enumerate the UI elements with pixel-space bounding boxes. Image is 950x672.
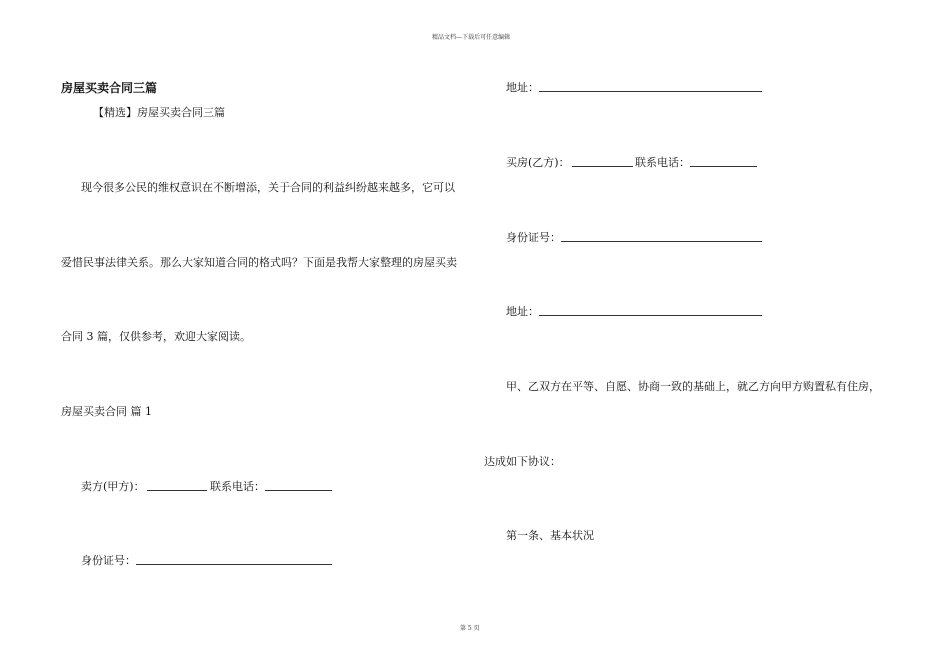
buyer-id-blank	[561, 241, 762, 242]
buyer-address-blank	[539, 315, 762, 316]
buyer-phone-label: 联系电话：	[635, 156, 690, 169]
seller-id-label: 身份证号：	[81, 554, 136, 567]
intro-paragraph-line-1: 现今很多公民的维权意识在不断增添，关于合同的利益纠纷越来越多，它可以	[81, 181, 455, 194]
document-title: 房屋买卖合同三篇	[61, 81, 158, 95]
seller-id-blank	[136, 564, 332, 565]
seller-phone-blank	[265, 490, 332, 491]
seller-address-blank	[539, 91, 762, 92]
page-footer: 第 5 页	[460, 625, 480, 632]
intro-paragraph-line-3: 合同 3 篇，仅供参考，欢迎大家阅读。	[61, 330, 251, 343]
document-subtitle: 【精选】房屋买卖合同三篇	[93, 106, 225, 119]
section-heading: 房屋买卖合同 篇 1	[61, 405, 152, 418]
buyer-id-label: 身份证号：	[506, 231, 561, 244]
article-heading: 第一条、基本状况	[506, 529, 594, 542]
agreement-paragraph-line-1: 甲、乙双方在平等、自愿、协商一致的基础上，就乙方向甲方购置私有住房，	[506, 380, 880, 393]
seller-label: 卖方(甲方)：	[81, 480, 145, 493]
intro-paragraph-line-2: 爱惜民事法律关系。那么大家知道合同的格式吗？下面是我帮大家整理的房屋买卖	[61, 256, 457, 269]
buyer-phone-blank	[690, 166, 757, 167]
buyer-label: 买房(乙方)：	[506, 156, 570, 169]
seller-address-label: 地址：	[506, 81, 539, 94]
buyer-address-label: 地址：	[506, 305, 539, 318]
seller-phone-label: 联系电话：	[210, 480, 265, 493]
seller-name-blank	[147, 490, 207, 491]
agreement-paragraph-line-2: 达成如下协议：	[484, 455, 561, 468]
page-header: 精品文档---下载后可任意编辑	[432, 34, 511, 41]
buyer-name-blank	[572, 166, 633, 167]
